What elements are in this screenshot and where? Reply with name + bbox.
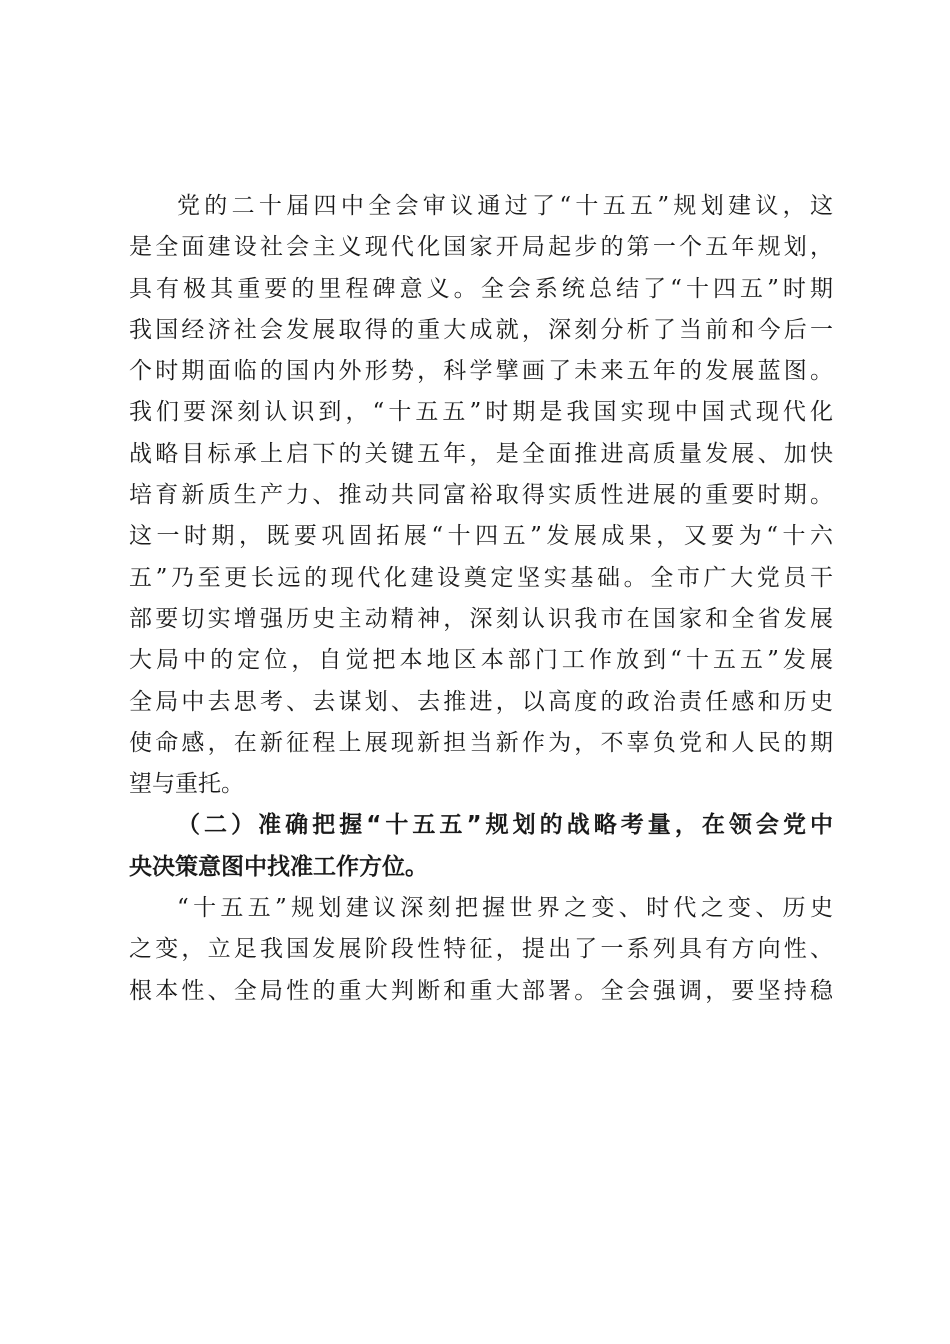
text-line: 我们要深刻认识到，“十五五”时期是我国实现中国式现代化 xyxy=(129,399,833,426)
paragraph-1 xyxy=(129,186,833,805)
text-line: 是全面建设社会主义现代化国家开局起步的第一个五年规划， xyxy=(129,234,833,261)
text-line: 望与重托。 xyxy=(129,771,244,798)
text-line: 具有极其重要的里程碑意义。全会系统总结了“十四五”时期 xyxy=(129,275,833,302)
document-body xyxy=(129,186,833,1012)
text-line: 战略目标承上启下的关键五年，是全面推进高质量发展、加快 xyxy=(129,440,833,467)
text-line: 个时期面临的国内外形势，科学擘画了未来五年的发展蓝图。 xyxy=(129,358,833,385)
paragraph-3 xyxy=(129,888,833,1012)
section-heading xyxy=(129,805,833,888)
text-line: 党的二十届四中全会审议通过了“十五五”规划建议，这 xyxy=(177,193,833,219)
text-line: “十五五”规划建议深刻把握世界之变、时代之变、历史 xyxy=(177,895,833,922)
text-line: 部要切实增强历史主动精神，深刻认识我市在国家和全省发展 xyxy=(129,605,833,632)
text-line: 培育新质生产力、推动共同富裕取得实质性进展的重要时期。 xyxy=(129,482,833,509)
heading-line: （二）准确把握“十五五”规划的战略考量，在领会党中 xyxy=(177,812,833,839)
text-line: 大局中的定位，自觉把本地区本部门工作放到“十五五”发展 xyxy=(129,647,833,674)
text-line: 使命感，在新征程上展现新担当新作为，不辜负党和人民的期 xyxy=(129,729,833,756)
text-line: 我国经济社会发展取得的重大成就，深刻分析了当前和今后一 xyxy=(129,316,833,343)
text-line: 这一时期，既要巩固拓展“十四五”发展成果，又要为“十六 xyxy=(129,523,833,550)
text-line: 五”乃至更长远的现代化建设奠定坚实基础。全市广大党员干 xyxy=(129,564,833,591)
text-line: 根本性、全局性的重大判断和重大部署。全会强调，要坚持稳 xyxy=(129,977,833,1004)
heading-line: 央决策意图中找准工作方位。 xyxy=(129,853,428,880)
text-line: 全局中去思考、去谋划、去推进，以高度的政治责任感和历史 xyxy=(129,688,833,715)
text-line: 之变，立足我国发展阶段性特征，提出了一系列具有方向性、 xyxy=(129,936,833,963)
